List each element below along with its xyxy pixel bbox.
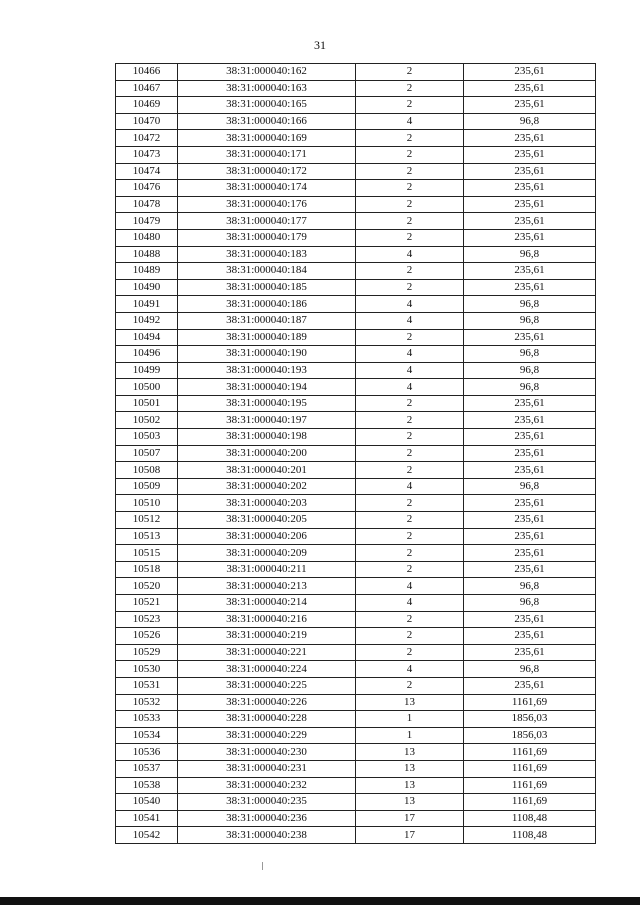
cadastral-number-cell: 38:31:000040:216	[178, 611, 356, 628]
cadastral-number-cell: 38:31:000040:209	[178, 545, 356, 562]
value-cell: 235,61	[464, 80, 596, 97]
row-number-cell: 10508	[116, 462, 178, 479]
quantity-cell: 2	[356, 180, 464, 197]
cadastral-number-cell: 38:31:000040:232	[178, 777, 356, 794]
page-number: 31	[314, 38, 326, 52]
value-cell: 235,61	[464, 263, 596, 280]
row-number-cell: 10490	[116, 279, 178, 296]
value-cell: 96,8	[464, 478, 596, 495]
row-number-cell: 10476	[116, 180, 178, 197]
quantity-cell: 2	[356, 495, 464, 512]
quantity-cell: 2	[356, 213, 464, 230]
table-row	[116, 777, 596, 794]
row-number-cell: 10513	[116, 528, 178, 545]
cadastral-number-cell: 38:31:000040:205	[178, 512, 356, 529]
quantity-cell: 2	[356, 445, 464, 462]
quantity-cell: 1	[356, 727, 464, 744]
cadastral-number-cell: 38:31:000040:163	[178, 80, 356, 97]
table-row	[116, 462, 596, 479]
table-row	[116, 727, 596, 744]
quantity-cell: 2	[356, 462, 464, 479]
row-number-cell: 10533	[116, 711, 178, 728]
table-body	[116, 64, 596, 844]
row-number-cell: 10512	[116, 512, 178, 529]
quantity-cell: 13	[356, 794, 464, 811]
value-cell: 1108,48	[464, 827, 596, 844]
cadastral-number-cell: 38:31:000040:229	[178, 727, 356, 744]
row-number-cell: 10480	[116, 229, 178, 246]
value-cell: 235,61	[464, 528, 596, 545]
table-row	[116, 263, 596, 280]
table-row	[116, 279, 596, 296]
row-number-cell: 10521	[116, 595, 178, 612]
value-cell: 235,61	[464, 130, 596, 147]
cadastral-number-cell: 38:31:000040:235	[178, 794, 356, 811]
quantity-cell: 2	[356, 545, 464, 562]
cadastral-number-cell: 38:31:000040:174	[178, 180, 356, 197]
cadastral-number-cell: 38:31:000040:186	[178, 296, 356, 313]
table-row	[116, 379, 596, 396]
quantity-cell: 2	[356, 229, 464, 246]
row-number-cell: 10499	[116, 362, 178, 379]
quantity-cell: 2	[356, 677, 464, 694]
row-number-cell: 10469	[116, 97, 178, 114]
table-row	[116, 495, 596, 512]
table-row	[116, 595, 596, 612]
row-number-cell: 10542	[116, 827, 178, 844]
row-number-cell: 10532	[116, 694, 178, 711]
cadastral-number-cell: 38:31:000040:193	[178, 362, 356, 379]
quantity-cell: 2	[356, 528, 464, 545]
quantity-cell: 4	[356, 113, 464, 130]
value-cell: 235,61	[464, 229, 596, 246]
table-row	[116, 478, 596, 495]
row-number-cell: 10518	[116, 561, 178, 578]
quantity-cell: 13	[356, 777, 464, 794]
quantity-cell: 2	[356, 628, 464, 645]
row-number-cell: 10523	[116, 611, 178, 628]
cadastral-number-cell: 38:31:000040:238	[178, 827, 356, 844]
row-number-cell: 10479	[116, 213, 178, 230]
quantity-cell: 17	[356, 827, 464, 844]
value-cell: 235,61	[464, 279, 596, 296]
value-cell: 96,8	[464, 379, 596, 396]
table-row	[116, 628, 596, 645]
table-row	[116, 312, 596, 329]
table-row	[116, 64, 596, 81]
row-number-cell: 10467	[116, 80, 178, 97]
table-row	[116, 113, 596, 130]
cadastral-number-cell: 38:31:000040:202	[178, 478, 356, 495]
table-row	[116, 578, 596, 595]
quantity-cell: 4	[356, 595, 464, 612]
table-row	[116, 711, 596, 728]
quantity-cell: 2	[356, 64, 464, 81]
cadastral-number-cell: 38:31:000040:187	[178, 312, 356, 329]
value-cell: 1161,69	[464, 777, 596, 794]
row-number-cell: 10474	[116, 163, 178, 180]
quantity-cell: 4	[356, 296, 464, 313]
table-row	[116, 810, 596, 827]
cadastral-number-cell: 38:31:000040:219	[178, 628, 356, 645]
value-cell: 96,8	[464, 296, 596, 313]
row-number-cell: 10530	[116, 661, 178, 678]
table-row	[116, 163, 596, 180]
row-number-cell: 10537	[116, 760, 178, 777]
table-row	[116, 644, 596, 661]
value-cell: 96,8	[464, 113, 596, 130]
quantity-cell: 2	[356, 80, 464, 97]
value-cell: 1161,69	[464, 744, 596, 761]
row-number-cell: 10500	[116, 379, 178, 396]
cadastral-number-cell: 38:31:000040:221	[178, 644, 356, 661]
row-number-cell: 10494	[116, 329, 178, 346]
value-cell: 235,61	[464, 213, 596, 230]
cadastral-number-cell: 38:31:000040:226	[178, 694, 356, 711]
table-row	[116, 395, 596, 412]
value-cell: 235,61	[464, 677, 596, 694]
quantity-cell: 2	[356, 97, 464, 114]
table-row	[116, 760, 596, 777]
value-cell: 235,61	[464, 512, 596, 529]
table-row	[116, 545, 596, 562]
cadastral-number-cell: 38:31:000040:189	[178, 329, 356, 346]
cadastral-number-cell: 38:31:000040:236	[178, 810, 356, 827]
row-number-cell: 10531	[116, 677, 178, 694]
row-number-cell: 10488	[116, 246, 178, 263]
table-row	[116, 611, 596, 628]
cadastral-number-cell: 38:31:000040:165	[178, 97, 356, 114]
table-row	[116, 80, 596, 97]
data-table-container	[115, 63, 596, 844]
value-cell: 96,8	[464, 312, 596, 329]
table-row	[116, 794, 596, 811]
row-number-cell: 10538	[116, 777, 178, 794]
value-cell: 1161,69	[464, 694, 596, 711]
value-cell: 235,61	[464, 146, 596, 163]
cadastral-number-cell: 38:31:000040:200	[178, 445, 356, 462]
table-row	[116, 445, 596, 462]
cadastral-number-cell: 38:31:000040:198	[178, 429, 356, 446]
quantity-cell: 4	[356, 661, 464, 678]
quantity-cell: 4	[356, 578, 464, 595]
cadastral-number-cell: 38:31:000040:203	[178, 495, 356, 512]
row-number-cell: 10491	[116, 296, 178, 313]
table-row	[116, 827, 596, 844]
value-cell: 235,61	[464, 329, 596, 346]
cadastral-number-cell: 38:31:000040:225	[178, 677, 356, 694]
row-number-cell: 10541	[116, 810, 178, 827]
cadastral-number-cell: 38:31:000040:230	[178, 744, 356, 761]
table-row	[116, 213, 596, 230]
table-row	[116, 130, 596, 147]
value-cell: 235,61	[464, 163, 596, 180]
value-cell: 235,61	[464, 495, 596, 512]
quantity-cell: 2	[356, 163, 464, 180]
quantity-cell: 2	[356, 429, 464, 446]
cadastral-number-cell: 38:31:000040:228	[178, 711, 356, 728]
table-row	[116, 362, 596, 379]
row-number-cell: 10515	[116, 545, 178, 562]
quantity-cell: 4	[356, 346, 464, 363]
table-row	[116, 512, 596, 529]
quantity-cell: 2	[356, 412, 464, 429]
row-number-cell: 10478	[116, 196, 178, 213]
value-cell: 96,8	[464, 362, 596, 379]
row-number-cell: 10520	[116, 578, 178, 595]
cadastral-number-cell: 38:31:000040:172	[178, 163, 356, 180]
row-number-cell: 10502	[116, 412, 178, 429]
table-row	[116, 246, 596, 263]
table-row	[116, 346, 596, 363]
value-cell: 235,61	[464, 429, 596, 446]
row-number-cell: 10534	[116, 727, 178, 744]
row-number-cell: 10526	[116, 628, 178, 645]
quantity-cell: 2	[356, 644, 464, 661]
table-row	[116, 329, 596, 346]
cadastral-number-cell: 38:31:000040:179	[178, 229, 356, 246]
table-row	[116, 561, 596, 578]
table-row	[116, 661, 596, 678]
cadastral-number-cell: 38:31:000040:197	[178, 412, 356, 429]
quantity-cell: 17	[356, 810, 464, 827]
row-number-cell: 10529	[116, 644, 178, 661]
table-row	[116, 694, 596, 711]
row-number-cell: 10492	[116, 312, 178, 329]
row-number-cell: 10473	[116, 146, 178, 163]
row-number-cell: 10509	[116, 478, 178, 495]
cadastral-number-cell: 38:31:000040:206	[178, 528, 356, 545]
value-cell: 235,61	[464, 445, 596, 462]
quantity-cell: 1	[356, 711, 464, 728]
row-number-cell: 10540	[116, 794, 178, 811]
value-cell: 235,61	[464, 462, 596, 479]
value-cell: 1161,69	[464, 794, 596, 811]
quantity-cell: 2	[356, 512, 464, 529]
cadastral-number-cell: 38:31:000040:195	[178, 395, 356, 412]
cadastral-number-cell: 38:31:000040:171	[178, 146, 356, 163]
cadastral-number-cell: 38:31:000040:185	[178, 279, 356, 296]
row-number-cell: 10503	[116, 429, 178, 446]
quantity-cell: 4	[356, 478, 464, 495]
value-cell: 235,61	[464, 412, 596, 429]
quantity-cell: 13	[356, 694, 464, 711]
cadastral-number-cell: 38:31:000040:183	[178, 246, 356, 263]
row-number-cell: 10510	[116, 495, 178, 512]
table-row	[116, 528, 596, 545]
cadastral-number-cell: 38:31:000040:224	[178, 661, 356, 678]
value-cell: 1161,69	[464, 760, 596, 777]
quantity-cell: 2	[356, 130, 464, 147]
quantity-cell: 2	[356, 146, 464, 163]
scan-bottom-edge	[0, 897, 640, 905]
cadastral-number-cell: 38:31:000040:211	[178, 561, 356, 578]
quantity-cell: 4	[356, 246, 464, 263]
value-cell: 235,61	[464, 561, 596, 578]
quantity-cell: 2	[356, 196, 464, 213]
table-row	[116, 677, 596, 694]
cadastral-number-cell: 38:31:000040:231	[178, 760, 356, 777]
value-cell: 96,8	[464, 578, 596, 595]
table-row	[116, 180, 596, 197]
data-table	[115, 63, 596, 844]
table-row	[116, 296, 596, 313]
value-cell: 235,61	[464, 196, 596, 213]
value-cell: 235,61	[464, 644, 596, 661]
table-row	[116, 412, 596, 429]
value-cell: 235,61	[464, 545, 596, 562]
row-number-cell: 10507	[116, 445, 178, 462]
value-cell: 1108,48	[464, 810, 596, 827]
quantity-cell: 2	[356, 263, 464, 280]
row-number-cell: 10472	[116, 130, 178, 147]
quantity-cell: 2	[356, 561, 464, 578]
quantity-cell: 4	[356, 312, 464, 329]
row-number-cell: 10466	[116, 64, 178, 81]
row-number-cell: 10536	[116, 744, 178, 761]
cadastral-number-cell: 38:31:000040:213	[178, 578, 356, 595]
quantity-cell: 2	[356, 395, 464, 412]
value-cell: 1856,03	[464, 727, 596, 744]
row-number-cell: 10489	[116, 263, 178, 280]
value-cell: 96,8	[464, 246, 596, 263]
value-cell: 235,61	[464, 628, 596, 645]
row-number-cell: 10470	[116, 113, 178, 130]
table-row	[116, 146, 596, 163]
cadastral-number-cell: 38:31:000040:169	[178, 130, 356, 147]
table-row	[116, 429, 596, 446]
cadastral-number-cell: 38:31:000040:194	[178, 379, 356, 396]
value-cell: 96,8	[464, 661, 596, 678]
value-cell: 235,61	[464, 97, 596, 114]
cadastral-number-cell: 38:31:000040:214	[178, 595, 356, 612]
cadastral-number-cell: 38:31:000040:190	[178, 346, 356, 363]
cadastral-number-cell: 38:31:000040:184	[178, 263, 356, 280]
row-number-cell: 10496	[116, 346, 178, 363]
quantity-cell: 4	[356, 362, 464, 379]
quantity-cell: 13	[356, 744, 464, 761]
table-row	[116, 744, 596, 761]
cadastral-number-cell: 38:31:000040:162	[178, 64, 356, 81]
quantity-cell: 2	[356, 329, 464, 346]
cadastral-number-cell: 38:31:000040:201	[178, 462, 356, 479]
cadastral-number-cell: 38:31:000040:166	[178, 113, 356, 130]
value-cell: 235,61	[464, 395, 596, 412]
cadastral-number-cell: 38:31:000040:177	[178, 213, 356, 230]
scan-speck	[262, 862, 263, 870]
table-row	[116, 97, 596, 114]
value-cell: 235,61	[464, 611, 596, 628]
cadastral-number-cell: 38:31:000040:176	[178, 196, 356, 213]
value-cell: 96,8	[464, 346, 596, 363]
quantity-cell: 2	[356, 279, 464, 296]
value-cell: 1856,03	[464, 711, 596, 728]
quantity-cell: 4	[356, 379, 464, 396]
value-cell: 235,61	[464, 180, 596, 197]
row-number-cell: 10501	[116, 395, 178, 412]
table-row	[116, 229, 596, 246]
value-cell: 96,8	[464, 595, 596, 612]
quantity-cell: 2	[356, 611, 464, 628]
table-row	[116, 196, 596, 213]
value-cell: 235,61	[464, 64, 596, 81]
quantity-cell: 13	[356, 760, 464, 777]
